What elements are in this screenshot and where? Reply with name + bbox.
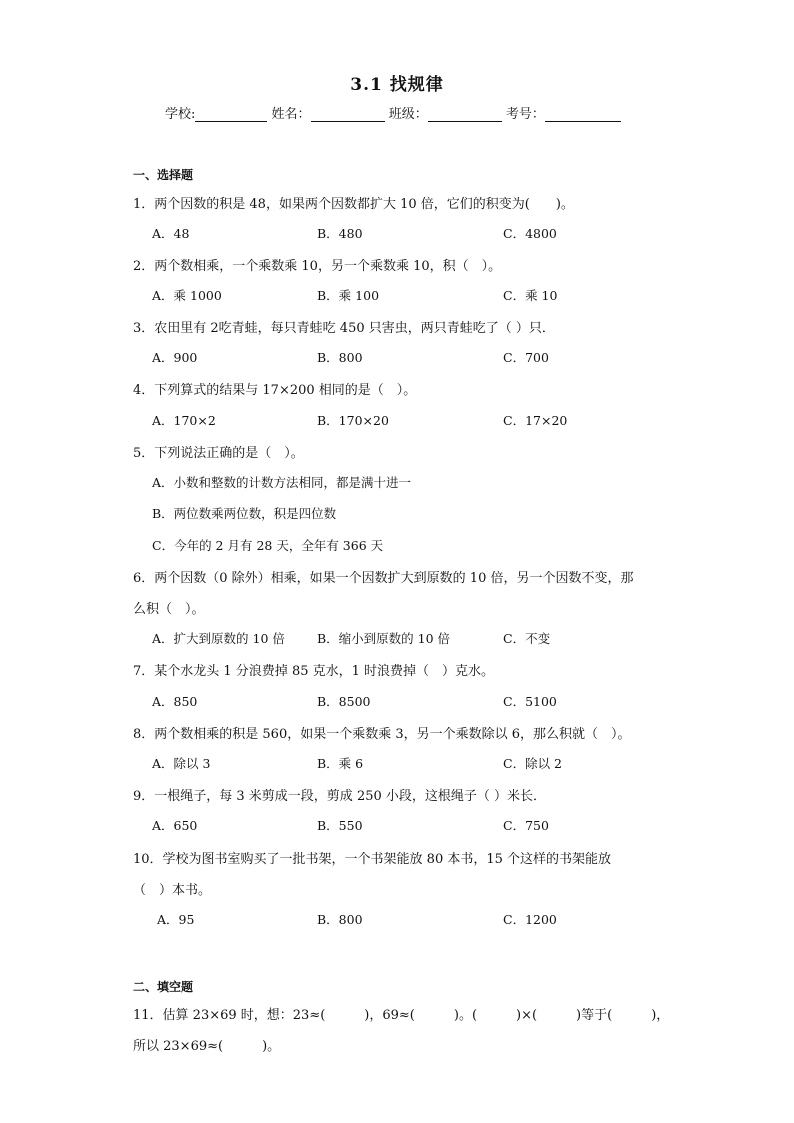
q7-option-b[interactable]: B．8500 xyxy=(317,694,371,709)
q1-option-b[interactable]: B．480 xyxy=(317,226,363,241)
school-label: 学校: xyxy=(165,107,196,122)
q10-option-b[interactable]: B．800 xyxy=(317,912,363,927)
school-blank[interactable] xyxy=(195,107,267,122)
q4-option-a[interactable]: A．170×2 xyxy=(152,413,216,428)
q10-option-c[interactable]: C．1200 xyxy=(503,912,557,927)
q5-option-c[interactable]: C．今年的 2 月有 28 天，全年有 366 天 xyxy=(152,538,384,553)
q8-option-c[interactable]: C．除以 2 xyxy=(503,756,562,771)
number-label: 考号： xyxy=(505,107,545,122)
q8-option-b[interactable]: B．乘 6 xyxy=(317,756,364,771)
q4-option-c[interactable]: C．17×20 xyxy=(503,413,568,428)
q2-option-b[interactable]: B．乘 100 xyxy=(317,288,380,303)
student-info-line xyxy=(165,103,621,122)
q3-option-a[interactable]: A．900 xyxy=(152,350,198,365)
question-9: 9．一根绳子，每 3 米剪成一段，剪成 250 小段，这根绳子（ ）米长． xyxy=(133,789,547,804)
q6-option-c[interactable]: C．不变 xyxy=(503,631,551,646)
question-7: 7．某个水龙头 1 分浪费掉 85 克水，1 时浪费掉（ ）克水。 xyxy=(133,664,495,679)
q2-option-c[interactable]: C．乘 10 xyxy=(503,288,558,303)
class-blank[interactable] xyxy=(428,107,502,122)
q9-option-b[interactable]: B．550 xyxy=(317,818,363,833)
q1-option-c[interactable]: C．4800 xyxy=(503,226,557,241)
question-5: 5．下列说法正确的是（ ）。 xyxy=(133,446,304,461)
q8-option-a[interactable]: A．除以 3 xyxy=(152,756,211,771)
q6-option-b[interactable]: B．缩小到原数的 10 倍 xyxy=(317,631,451,646)
question-11: 11．估算 23×69 时，想：23≈( )，69≈( )。( )×( )等于( )， xyxy=(133,1008,670,1023)
q10-option-a[interactable]: A．95 xyxy=(157,912,195,927)
question-6-continued: 么积（ ）。 xyxy=(133,602,205,617)
q3-option-c[interactable]: C．700 xyxy=(503,350,549,365)
question-4: 4．下列算式的结果与 17×200 相同的是（ ）。 xyxy=(133,383,417,398)
name-label: 姓名： xyxy=(271,107,311,122)
question-10: 10．学校为图书室购买了一批书架，一个书架能放 80 本书，15 个这样的书架能放 xyxy=(133,852,612,867)
q5-option-a[interactable]: A．小数和整数的计数方法相同，都是满十进一 xyxy=(152,475,412,490)
page-title: 3.1 找规律 xyxy=(350,75,444,95)
name-blank[interactable] xyxy=(311,107,385,122)
question-6: 6．两个因数（0 除外）相乘，如果一个因数扩大到原数的 10 倍，另一个因数不变，那 xyxy=(133,571,634,586)
q2-option-a[interactable]: A．乘 1000 xyxy=(152,288,222,303)
number-blank[interactable] xyxy=(545,107,621,122)
class-label: 班级： xyxy=(388,107,428,122)
question-10-continued: （ ）本书。 xyxy=(133,883,212,898)
q7-option-a[interactable]: A．850 xyxy=(152,694,198,709)
q6-option-a[interactable]: A．扩大到原数的 10 倍 xyxy=(152,631,285,646)
question-11-continued: 所以 23×69≈( )。 xyxy=(133,1039,281,1054)
q4-option-b[interactable]: B．170×20 xyxy=(317,413,389,428)
question-2: 2．两个数相乘，一个乘数乘 10，另一个乘数乘 10，积（ ）。 xyxy=(133,259,502,274)
q9-option-a[interactable]: A．650 xyxy=(152,818,198,833)
q9-option-c[interactable]: C．750 xyxy=(503,818,549,833)
question-8: 8．两个数相乘的积是 560，如果一个乘数乘 3，另一个乘数除以 6，那么积就（ ）。 xyxy=(133,727,631,742)
question-3: 3．农田里有 2吃青蛙，每只青蛙吃 450 只害虫，两只青蛙吃了（ ）只． xyxy=(133,321,555,336)
section-heading-fill: 二、填空题 xyxy=(133,980,194,994)
q5-option-b[interactable]: B．两位数乘两位数，积是四位数 xyxy=(152,506,337,521)
section-heading-choice: 一、选择题 xyxy=(133,168,194,182)
question-1: 1．两个因数的积是 48，如果两个因数都扩大 10 倍，它们的积变为( )。 xyxy=(133,197,574,212)
q3-option-b[interactable]: B．800 xyxy=(317,350,363,365)
q7-option-c[interactable]: C．5100 xyxy=(503,694,557,709)
q1-option-a[interactable]: A．48 xyxy=(152,226,190,241)
